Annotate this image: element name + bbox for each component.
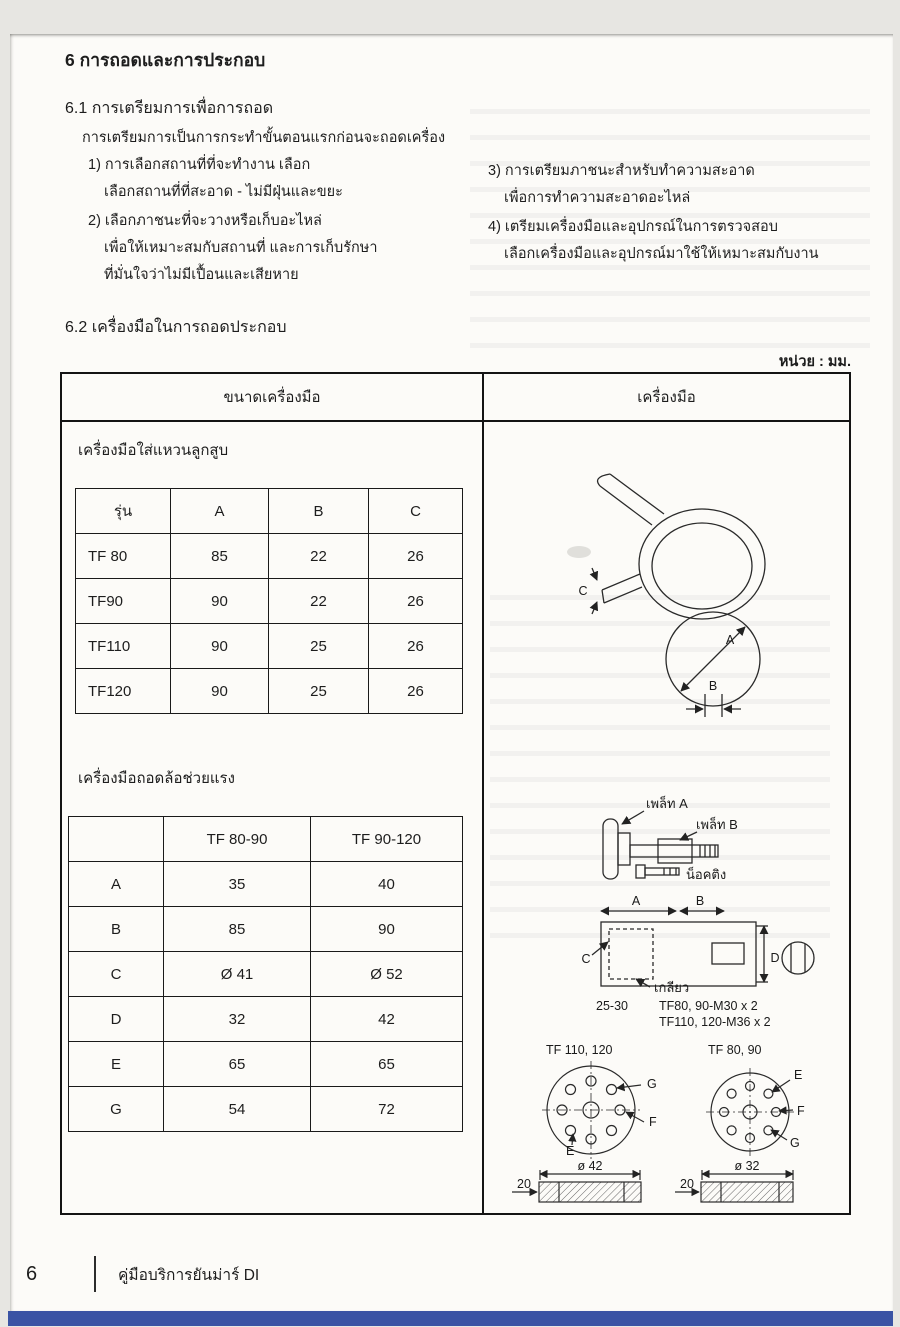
table-header-row bbox=[69, 817, 463, 862]
plate-a-label: เพล็ท A bbox=[646, 796, 688, 811]
list-line: เพื่อการทำความสะอาดอะไหล่ bbox=[504, 190, 691, 206]
flywheel-tool-label: เครื่องมือถอดล้อช่วยแรง bbox=[78, 770, 235, 787]
flange-left-title: TF 110, 120 bbox=[546, 1043, 613, 1057]
table-row bbox=[76, 579, 463, 624]
header-cell: TF 90-120 bbox=[311, 817, 463, 862]
document-page bbox=[10, 34, 893, 1311]
cell-dim: D bbox=[69, 997, 164, 1042]
cell-value: 90 bbox=[171, 669, 269, 714]
piston-ring-tool-table bbox=[75, 488, 463, 714]
cell-value: 26 bbox=[369, 534, 463, 579]
flange-right-title: TF 80, 90 bbox=[708, 1043, 762, 1057]
cell-value: 72 bbox=[311, 1087, 463, 1132]
clamp-dim-a-label: A bbox=[725, 633, 735, 647]
knock-bolt-label: น็อคติง bbox=[686, 867, 727, 882]
list-line: 2) เลือกภาชนะที่จะวางหรือเก็บอะไหล่ bbox=[88, 213, 322, 229]
cell-dim: B bbox=[69, 907, 164, 952]
cell-value: 26 bbox=[369, 579, 463, 624]
page-number: 6 bbox=[26, 1262, 38, 1285]
list-line: ที่มั่นใจว่าไม่มีเปื้อนและเสียหาย bbox=[104, 267, 299, 283]
cell-value: Ø 41 bbox=[164, 952, 311, 997]
cell-value: 35 bbox=[164, 862, 311, 907]
flange-right-e: E bbox=[794, 1068, 803, 1082]
flange-left-f: F bbox=[649, 1115, 657, 1129]
tool-drawings bbox=[484, 422, 849, 1213]
table-row bbox=[69, 997, 463, 1042]
bolt-spec-2: TF110, 120-M36 x 2 bbox=[659, 1015, 771, 1029]
puller-cross-section-drawing bbox=[592, 911, 814, 987]
shaft-section-left bbox=[512, 1170, 641, 1202]
footer-accent-bar bbox=[8, 1311, 893, 1326]
cell-value: 25 bbox=[269, 624, 369, 669]
bolt-spec-1: TF80, 90-M30 x 2 bbox=[659, 999, 758, 1013]
footer-divider bbox=[94, 1256, 96, 1292]
header-cell: C bbox=[369, 489, 463, 534]
unit-note: หน่วย : มม. bbox=[778, 354, 851, 370]
thread-label: เกลียว bbox=[654, 980, 690, 995]
table-row bbox=[69, 1042, 463, 1087]
subsection-6-1-heading: 6.1 การเตรียมการเพื่อการถอด bbox=[65, 100, 274, 117]
cell-value: 32 bbox=[164, 997, 311, 1042]
cell-value: 85 bbox=[164, 907, 311, 952]
cell-value: 42 bbox=[311, 997, 463, 1042]
list-item-4 bbox=[488, 214, 888, 268]
section-dim-b-label: B bbox=[695, 894, 705, 908]
tools-table bbox=[60, 372, 851, 1215]
table-header-row bbox=[76, 489, 463, 534]
clamp-dim-c-label: C bbox=[578, 584, 588, 598]
cell-value: 26 bbox=[369, 624, 463, 669]
flange-drawing-tf110-120 bbox=[542, 1061, 644, 1159]
table-row bbox=[69, 952, 463, 997]
cell-model: TF 80 bbox=[76, 534, 171, 579]
shaft-left-dia: ø 42 bbox=[577, 1159, 603, 1173]
section-dim-d-label: D bbox=[770, 951, 780, 965]
cell-dim: A bbox=[69, 862, 164, 907]
preparation-list-left bbox=[88, 152, 488, 289]
cell-dim: G bbox=[69, 1087, 164, 1132]
cell-dim: E bbox=[69, 1042, 164, 1087]
cell-value: 22 bbox=[269, 534, 369, 579]
plate-b-label: เพล็ท B bbox=[696, 817, 738, 832]
clamp-dim-b-label: B bbox=[708, 679, 718, 693]
section-dim-25-30: 25-30 bbox=[596, 999, 628, 1013]
shaft-left-20: 20 bbox=[517, 1177, 531, 1191]
section-heading: 6 การถอดและการประกอบ bbox=[65, 50, 266, 70]
page-footer bbox=[26, 1252, 259, 1296]
shaft-right-20: 20 bbox=[680, 1177, 694, 1191]
flange-right-g: G bbox=[790, 1136, 800, 1150]
table-row bbox=[76, 624, 463, 669]
list-line: 4) เตรียมเครื่องมือและอุปกรณ์ในการตรวจสอบ bbox=[488, 219, 778, 235]
cell-value: 90 bbox=[171, 579, 269, 624]
cell-value: 54 bbox=[164, 1087, 311, 1132]
piston-ring-tool-label: เครื่องมือใส่แหวนลูกสูบ bbox=[78, 442, 229, 459]
cell-value: 90 bbox=[171, 624, 269, 669]
header-cell: TF 80-90 bbox=[164, 817, 311, 862]
cell-value: 65 bbox=[164, 1042, 311, 1087]
flange-left-g: G bbox=[647, 1077, 657, 1091]
header-cell: A bbox=[171, 489, 269, 534]
cell-value: 22 bbox=[269, 579, 369, 624]
cell-model: TF90 bbox=[76, 579, 171, 624]
preparation-list-right bbox=[488, 152, 888, 268]
list-line: เลือกเครื่องมือและอุปกรณ์มาใช้ให้เหมาะสมกับงาน bbox=[504, 246, 819, 262]
list-line: เลือกสถานที่ที่สะอาด - ไม่มีฝุ่นและขยะ bbox=[104, 184, 343, 200]
cell-dim: C bbox=[69, 952, 164, 997]
table-row bbox=[69, 907, 463, 952]
table-row bbox=[69, 1087, 463, 1132]
section-dim-a-label: A bbox=[631, 894, 641, 908]
flywheel-tool-table bbox=[68, 816, 463, 1132]
cell-value: 40 bbox=[311, 862, 463, 907]
manual-title: คู่มือบริการยันม่าร์ DI bbox=[118, 1266, 260, 1284]
list-line: 3) การเตรียมภาชนะสำหรับทำความสะอาด bbox=[488, 163, 755, 179]
flange-left-e: E bbox=[566, 1144, 575, 1158]
ring-diameter-drawing bbox=[666, 612, 760, 717]
table-row bbox=[76, 669, 463, 714]
section-dim-c-label: C bbox=[581, 952, 591, 966]
cell-model: TF110 bbox=[76, 624, 171, 669]
cell-model: TF120 bbox=[76, 669, 171, 714]
list-item-1 bbox=[88, 152, 488, 206]
header-cell bbox=[69, 817, 164, 862]
cell-value: 85 bbox=[171, 534, 269, 579]
table-row bbox=[69, 862, 463, 907]
table-row bbox=[76, 534, 463, 579]
subsection-6-1-intro: การเตรียมการเป็นการกระทำขั้นตอนแรกก่อนจะถอดเครื่อง bbox=[82, 130, 446, 146]
piston-ring-clamp-drawing bbox=[567, 474, 765, 619]
subsection-6-2-heading: 6.2 เครื่องมือในการถอดประกอบ bbox=[65, 319, 287, 336]
cell-value: 65 bbox=[311, 1042, 463, 1087]
cell-value: Ø 52 bbox=[311, 952, 463, 997]
header-cell: รุ่น bbox=[76, 489, 171, 534]
list-item-3 bbox=[488, 158, 888, 212]
flange-right-f: F bbox=[797, 1104, 805, 1118]
shaft-right-dia: ø 32 bbox=[734, 1159, 760, 1173]
col-header-tool: เครื่องมือ bbox=[637, 389, 696, 406]
list-line: 1) การเลือกสถานที่ที่จะทำงาน เลือก bbox=[88, 157, 311, 173]
list-line: เพื่อให้เหมาะสมกับสถานที่ และการเก็บรักษา bbox=[104, 240, 378, 256]
cell-value: 25 bbox=[269, 669, 369, 714]
flange-drawing-tf80-90 bbox=[706, 1068, 794, 1156]
header-cell: B bbox=[269, 489, 369, 534]
list-item-2 bbox=[88, 208, 488, 289]
cell-value: 26 bbox=[369, 669, 463, 714]
cell-value: 90 bbox=[311, 907, 463, 952]
col-header-tool-size: ขนาดเครื่องมือ bbox=[223, 389, 321, 406]
